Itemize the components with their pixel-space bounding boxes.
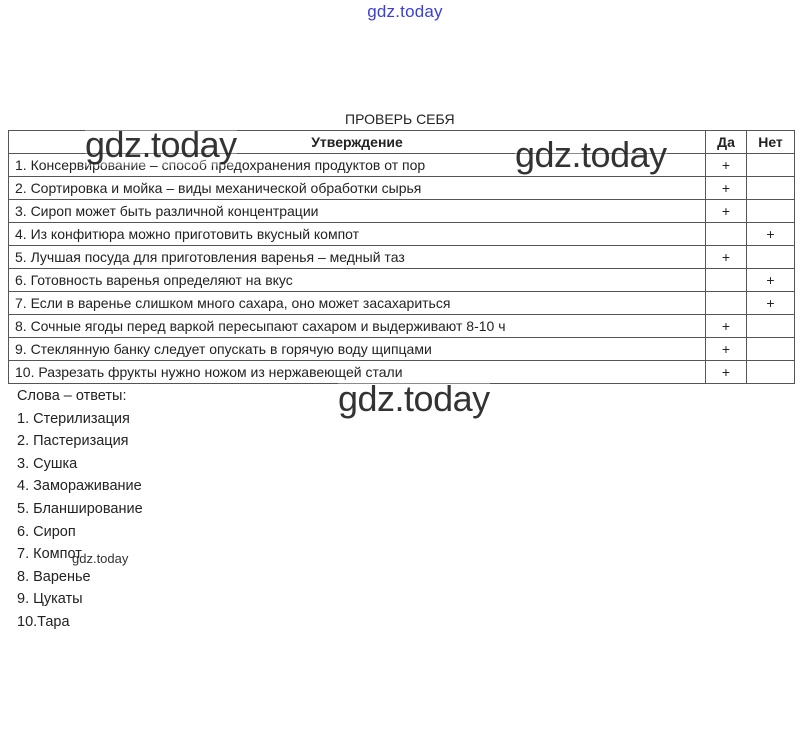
yes-cell: + (706, 361, 747, 384)
page-title: ПРОВЕРЬ СЕБЯ (345, 111, 455, 127)
no-cell (747, 246, 795, 269)
list-item: 6. Сироп (17, 523, 76, 540)
list-item: 5. Бланширование (17, 500, 143, 517)
statement-cell: 3. Сироп может быть различной концентрации (9, 200, 706, 223)
table-row (9, 200, 795, 223)
table-row (9, 338, 795, 361)
yes-cell: + (706, 177, 747, 200)
table-row (9, 292, 795, 315)
table-row (9, 269, 795, 292)
no-cell: + (747, 269, 795, 292)
yes-cell: + (706, 154, 747, 177)
no-cell (747, 154, 795, 177)
list-item: 2. Пастеризация (17, 433, 129, 450)
watermark-middle: gdz.today (338, 378, 490, 419)
statement-cell: 9. Стеклянную банку следует опускать в горячую воду щипцами (9, 338, 706, 361)
list-item: 10.Тара (17, 613, 70, 630)
list-item: 1. Стерилизация (17, 410, 130, 427)
table-row (9, 223, 795, 246)
yes-cell: + (706, 246, 747, 269)
yes-cell (706, 223, 747, 246)
statement-cell: 7. Если в варенье слишком много сахара, оно может засахариться (9, 292, 706, 315)
statement-cell: 2. Сортировка и мойка – виды механической обработки сырья (9, 177, 706, 200)
no-cell (747, 338, 795, 361)
yes-cell (706, 269, 747, 292)
list-item: 4. Замораживание (17, 478, 142, 495)
check-table (8, 130, 795, 384)
watermark-small: gdz.today (72, 551, 129, 566)
list-item: 8. Варенье (17, 568, 91, 585)
statement-cell: 1. Консервирование – способ предохранения продуктов от пор (9, 154, 706, 177)
no-cell: + (747, 292, 795, 315)
list-item: 7. Компот (17, 546, 82, 563)
no-cell (747, 361, 795, 384)
statement-cell: 10. Разрезать фрукты нужно ножом из нержавеющей стали (9, 361, 706, 384)
no-cell (747, 315, 795, 338)
statement-cell: 4. Из конфитюра можно приготовить вкусный компот (9, 223, 706, 246)
statement-cell: 6. Готовность варенья определяют на вкус (9, 269, 706, 292)
yes-cell: + (706, 200, 747, 223)
no-cell: + (747, 223, 795, 246)
words-heading: Слова – ответы: (17, 388, 127, 404)
watermark-table-right: gdz.today (515, 134, 667, 175)
no-cell (747, 177, 795, 200)
watermark-top: gdz.today (367, 2, 443, 21)
yes-cell: + (706, 338, 747, 361)
list-item: 9. Цукаты (17, 591, 83, 608)
table-row (9, 177, 795, 200)
header-yes: Да (706, 131, 747, 154)
yes-cell: + (706, 315, 747, 338)
answer-words (17, 385, 143, 634)
header-statement: Утверждение (9, 131, 706, 154)
yes-cell (706, 292, 747, 315)
header-no: Нет (747, 131, 795, 154)
statement-cell: 5. Лучшая посуда для приготовления варенья – медный таз (9, 246, 706, 269)
no-cell (747, 200, 795, 223)
statement-cell: 8. Сочные ягоды перед варкой пересыпают сахаром и выдерживают 8-10 ч (9, 315, 706, 338)
table-row (9, 246, 795, 269)
list-item: 3. Сушка (17, 455, 78, 472)
table-row (9, 315, 795, 338)
watermark-table-left: gdz.today (85, 124, 237, 165)
